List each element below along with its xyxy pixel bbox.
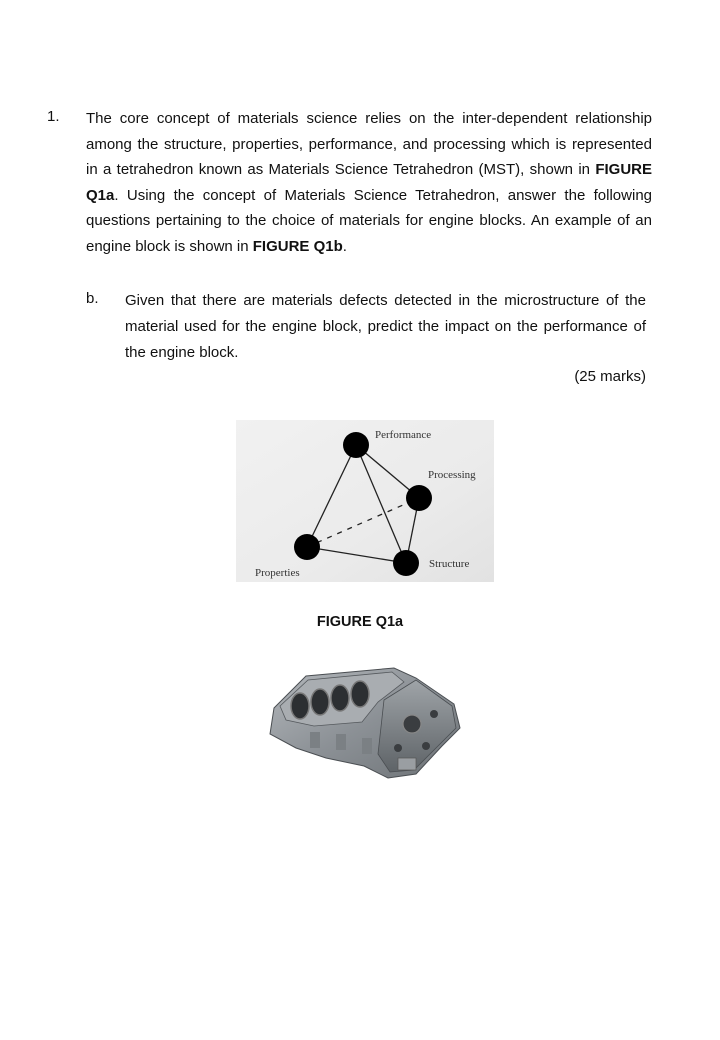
- vertex-processing: [406, 485, 432, 511]
- tetrahedron-figure: [236, 420, 494, 582]
- vertex-structure: [393, 550, 419, 576]
- figure-q1a-caption: FIGURE Q1a: [316, 614, 404, 630]
- sub-question-label: b.: [86, 290, 99, 307]
- label-properties: Properties: [255, 567, 300, 579]
- front-small-hole-3: [394, 744, 402, 752]
- side-boss-1: [310, 732, 320, 748]
- cylinder-bore-4: [351, 681, 369, 707]
- label-processing: Processing: [428, 469, 476, 481]
- question-number: 1.: [47, 108, 60, 125]
- vertex-properties: [294, 534, 320, 560]
- sub-question-text: Given that there are materials defects detected in the microstructure of the material used for the engine block, predict the impact on the performance of the engine block.: [125, 292, 646, 361]
- figure-q1a-reference: FIGURE Q1a: [86, 161, 652, 204]
- figure-q1b-reference: FIGURE Q1b: [252, 237, 343, 255]
- front-small-hole-2: [422, 742, 430, 750]
- cylinder-bore-2: [311, 689, 329, 715]
- side-boss-3: [362, 738, 372, 754]
- front-bore-hole: [403, 715, 421, 733]
- side-boss-2: [336, 734, 346, 750]
- mount-tab: [398, 758, 416, 770]
- engine-block-image: [266, 662, 462, 780]
- vertex-performance: [343, 432, 369, 458]
- label-structure: Structure: [429, 558, 470, 570]
- question-intro-1: The core concept of materials science relies on the inter-dependent relationship among the structure, properties, performance, and processing which is represented in a tetrahedron known as Materials Science Tetrahedron (MST), shown in: [86, 110, 652, 179]
- question-intro-3: .: [342, 237, 347, 255]
- front-small-hole-1: [430, 710, 438, 718]
- label-performance: Performance: [375, 429, 432, 441]
- cylinder-bore-3: [331, 685, 349, 711]
- marks-allocation: (25 marks): [574, 368, 646, 385]
- cylinder-bore-1: [291, 693, 309, 719]
- question-intro-2: . Using the concept of Materials Science Tetrahedron, answer the following questions pertaining to the choice of materials for engine blocks. An example of an engine block is shown in: [86, 186, 652, 255]
- question-text: [86, 106, 652, 260]
